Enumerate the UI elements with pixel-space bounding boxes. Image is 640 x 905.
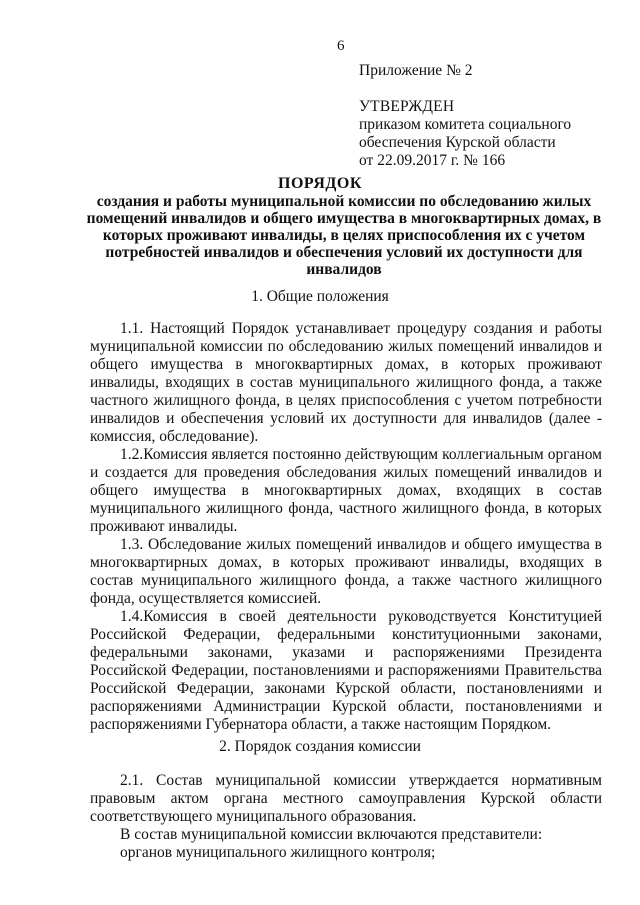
document-subtitle: создания и работы муниципальной комиссии по обследованию жилых помещений инвалидов и общего имущества в многоквартирных домах, в которых проживают инвалиды, в целях приспособления их с учетом потребностей инвалидов и обеспечения условий их доступности для инвалидов bbox=[86, 193, 602, 278]
paragraph: 1.4.Комиссия в своей деятельности руководствуется Конституцией Российской Федерации, федеральными конституционными законами, федеральными законами, указами и распоряжениями Президента Российской Федерации, постановлениями и распоряжениями Правительства Российской Федерации, законами Курской области, постановлениями и распоряжениями Администрации Курской области, постановлениями и распоряжениями Губернатора области, а также настоящим Порядком. bbox=[90, 608, 602, 733]
approval-line: обеспечения Курской области bbox=[359, 134, 556, 151]
section-heading: 1. Общие положения bbox=[251, 288, 389, 305]
paragraph: 1.2.Комиссия является постоянно действующим коллегиальным органом и создается для проведения обследования жилых помещений инвалидов и общего имущества в многоквартирных домах, входящих в состав муниципального жилищного фонда, частного жилищного фонда, в которых проживают инвалиды. bbox=[90, 446, 602, 535]
approved-label: УТВЕРЖДЕН bbox=[359, 98, 455, 115]
document-title: ПОРЯДОК bbox=[278, 175, 362, 192]
approval-line: приказом комитета социального bbox=[359, 116, 572, 133]
section-body bbox=[90, 320, 602, 734]
paragraph: 1.3. Обследование жилых помещений инвалидов и общего имущества в многоквартирных домах, в которых проживают инвалиды, входящих в состав муниципального жилищного фонда, а также частного жилищного фонда, осуществляется комиссией. bbox=[90, 536, 602, 607]
annex-label: Приложение № 2 bbox=[359, 62, 473, 79]
approval-block bbox=[359, 62, 571, 170]
paragraph: 2.1. Состав муниципальной комиссии утверждается нормативным правовым актом органа местного самоуправления Курской области соответствующего муниципального образования. bbox=[90, 772, 602, 825]
paragraph: органов муниципального жилищного контроля; bbox=[120, 844, 436, 861]
paragraph: В состав муниципальной комиссии включаются представители: bbox=[120, 826, 543, 843]
section-body bbox=[90, 772, 602, 862]
section-heading: 2. Порядок создания комиссии bbox=[219, 738, 421, 755]
page-number: 6 bbox=[337, 38, 345, 54]
paragraph: 1.1. Настоящий Порядок устанавливает процедуру создания и работы муниципальной комиссии по обследованию жилых помещений инвалидов и общего имущества в многоквартирных домах, в которых проживают инвалиды, входящих в состав муниципального жилищного фонда, а также частного жилищного фонда, в целях приспособления с учетом потребности инвалидов и обеспечения условий их доступности для инвалидов (далее - комиссия, обследование). bbox=[90, 320, 602, 445]
approval-line: от 22.09.2017 г. № 166 bbox=[359, 152, 506, 169]
